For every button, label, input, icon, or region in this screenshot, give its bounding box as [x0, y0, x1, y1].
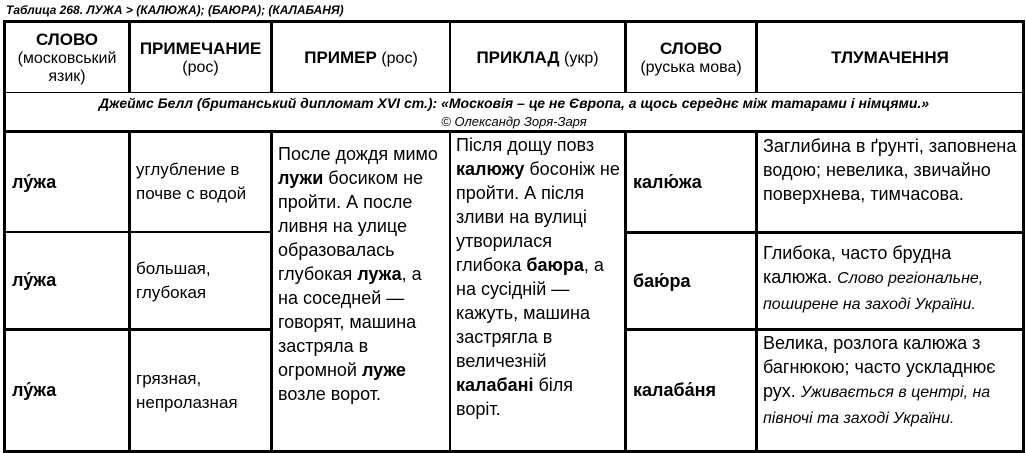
- header-label: СЛОВО: [659, 38, 723, 58]
- text-run: , а на сусідній — кажуть, машина застрягла в величезній: [456, 255, 604, 371]
- header-label: СЛОВО: [35, 29, 99, 49]
- table-caption: Таблица 268. ЛУЖА > (КАЛЮЖА); (БАЮРА); (КАЛАБАНЯ): [6, 3, 344, 17]
- header-example-uk: [451, 23, 624, 92]
- note-text: грязная, непролазная: [136, 368, 238, 412]
- highlighted-word: баюра: [526, 255, 584, 275]
- word-ru-1: лу́жа: [12, 171, 57, 192]
- word-uk-3: калаба́ня: [633, 380, 716, 400]
- text-run: , а на соседней — говорят, машина застряла в огромной: [278, 264, 422, 380]
- header-label: ТЛУМАЧЕННЯ: [831, 47, 949, 67]
- example-ru-text: [273, 142, 449, 450]
- highlighted-word: луже: [361, 360, 406, 380]
- text-run: Після дощу повз: [456, 135, 595, 155]
- copyright-text: © Олександр Зоря-Заря: [441, 113, 587, 129]
- quote-text: Джеймс Белл (британський дипломат XVI ст.): «Московія – це не Європа, а щось середнє між татарами і німцями.»: [98, 94, 930, 111]
- note-ru-2: [131, 233, 270, 328]
- text-run: возле ворот.: [278, 384, 381, 404]
- header-label: ПРИКЛАД: [476, 47, 560, 67]
- border-right: [1022, 20, 1025, 453]
- note-text: углубление в почве с водой: [136, 160, 247, 203]
- text-run: Велика, розлога калюжа з багнюкою; часто ускладнює рух.: [763, 333, 996, 401]
- example-uk-text: [451, 133, 624, 450]
- text-run: Заглибина в ґрунті, заповнена водою; невелика, звичайно поверхнева, тимчасова.: [763, 136, 1017, 204]
- header-sublabel: (укр): [564, 49, 599, 67]
- header-sublabel: (рос): [182, 58, 219, 76]
- text-run: біля воріт.: [456, 375, 574, 419]
- word-ru-2: лу́жа: [12, 270, 57, 290]
- text-run: босоніж не пройти. А після зливи на вулиці утворилася глибока: [456, 159, 620, 275]
- usage-note: Уживається в центрі, на півночі та заході України.: [763, 384, 991, 427]
- meaning-uk-2: [758, 241, 1022, 328]
- header-word-ru: [6, 23, 128, 92]
- word-ru-3: лу́жа: [12, 380, 57, 400]
- header-sublabel: (рос): [381, 49, 418, 67]
- usage-note: Слово регіональне, поширене на заході України.: [763, 270, 984, 313]
- text-run: босиком не пройти. А после ливня на улице образовалась глубокая: [278, 168, 424, 284]
- note-ru-3: [131, 331, 270, 450]
- header-word-uk: [627, 23, 755, 92]
- highlighted-word: лужи: [278, 168, 324, 188]
- meaning-uk-1: [758, 134, 1022, 231]
- header-meaning-uk: [758, 23, 1022, 92]
- header-label: ПРИМЕР: [304, 47, 377, 67]
- highlighted-word: калабані: [456, 375, 534, 395]
- header-sublabel: (московський язик): [17, 49, 117, 85]
- header-label: ПРИМЕЧАНИЕ: [139, 38, 262, 58]
- header-note-ru: [131, 23, 270, 92]
- header-example-ru: [273, 23, 449, 92]
- word-uk-1: калю́жа: [633, 171, 702, 192]
- meaning-uk-3: [758, 331, 1022, 450]
- note-text: большая, глубокая: [136, 258, 211, 302]
- text-run: После дождя мимо: [278, 144, 438, 164]
- text-run: Глибока, часто брудна калюжа.: [763, 243, 952, 287]
- note-ru-1: [131, 133, 270, 231]
- word-uk-2: баю́ра: [633, 270, 691, 291]
- highlighted-word: лужа: [357, 264, 402, 284]
- highlighted-word: калюжу: [456, 159, 525, 179]
- header-sublabel: (руська мова): [640, 58, 742, 76]
